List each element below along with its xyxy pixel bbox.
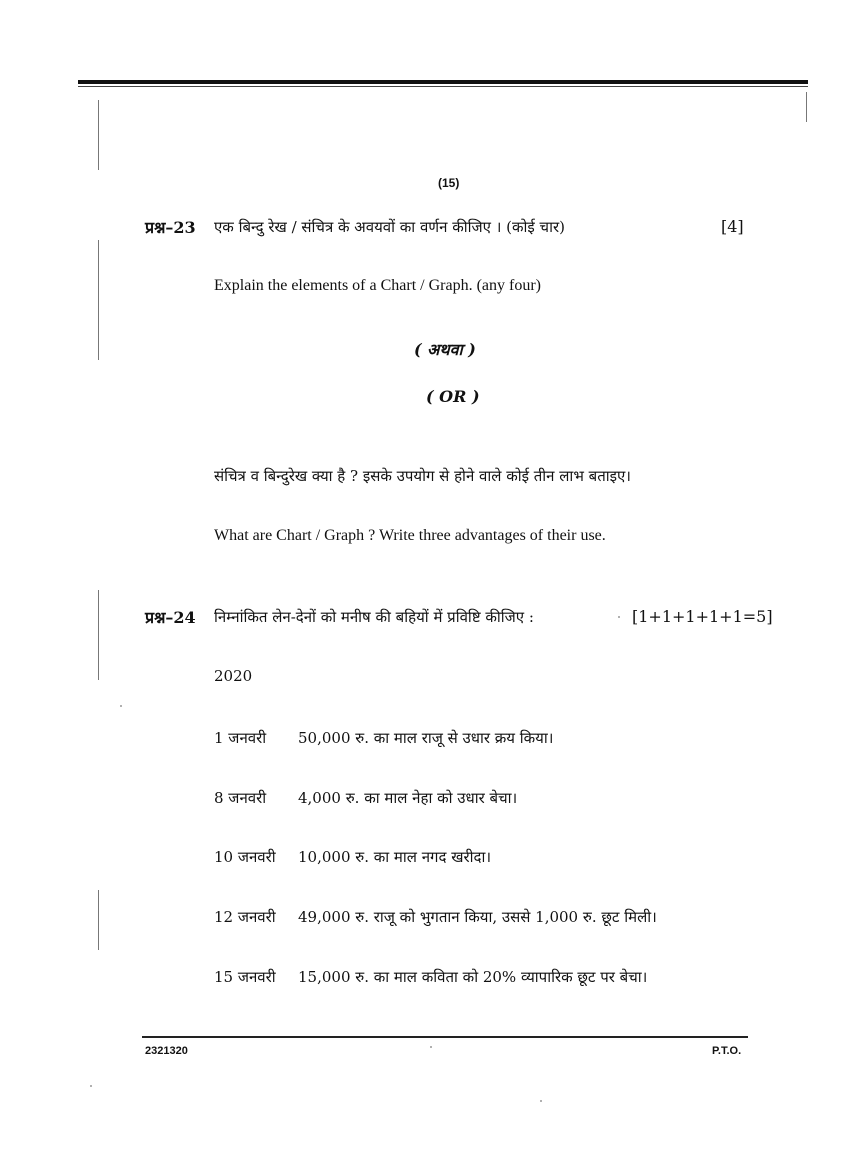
scan-speck [120,705,122,707]
margin-line [806,92,807,122]
transaction-text: 10,000 रु. का माल नगद खरीदा। [298,848,492,866]
margin-line [98,590,99,680]
transaction-date: 8 जनवरी [214,789,267,807]
question-23-hindi: एक बिन्दु रेख / संचित्र के अवयवों का वर्णन कीजिए । (कोई चार) [214,218,565,236]
question-23-english: Explain the elements of a Chart / Graph. (any four) [214,277,541,294]
bottom-rule [142,1036,748,1038]
margin-line [98,240,99,360]
transaction-text: 50,000 रु. का माल राजू से उधार क्रय किया। [298,729,554,747]
top-rule [78,80,808,84]
margin-line [98,100,99,170]
question-24-marks: [1+1+1+1+1=5] [632,607,773,626]
scan-speck [90,1085,92,1087]
transaction-date: 12 जनवरी [214,908,276,926]
margin-line [98,890,99,950]
or-english: ( OR ) [426,387,480,406]
transaction-date: 15 जनवरी [214,968,276,986]
question-23-label: प्रश्न–23 [145,218,196,237]
or-hindi: ( अथवा ) [414,340,476,359]
top-rule-thin [78,86,808,87]
scan-speck [430,1046,432,1048]
question-24-hindi: निम्नांकित लेन-देनों को मनीष की बहियों में प्रविष्टि कीजिए : [214,608,534,626]
transaction-text: 4,000 रु. का माल नेहा को उधार बेचा। [298,789,518,807]
year: 2020 [214,667,253,685]
scan-speck [618,616,620,618]
question-23-alt-hindi: संचित्र व बिन्दुरेख क्या है ? इसके उपयोग से होने वाले कोई तीन लाभ बताइए। [214,467,631,485]
pto-label: P.T.O. [712,1045,742,1057]
transaction-text: 49,000 रु. राजू को भुगतान किया, उससे 1,000 रु. छूट मिली। [298,908,657,926]
transaction-date: 1 जनवरी [214,729,267,747]
transaction-text: 15,000 रु. का माल कविता को 20% व्यापारिक छूट पर बेचा। [298,968,648,986]
scan-speck [540,1100,542,1102]
transaction-date: 10 जनवरी [214,848,276,866]
question-23-marks: [4] [721,217,744,236]
question-24-label: प्रश्न–24 [145,608,196,627]
page-number: (15) [438,176,460,190]
question-23-alt-english: What are Chart / Graph ? Write three advantages of their use. [214,527,606,544]
paper-code: 2321320 [145,1045,188,1057]
